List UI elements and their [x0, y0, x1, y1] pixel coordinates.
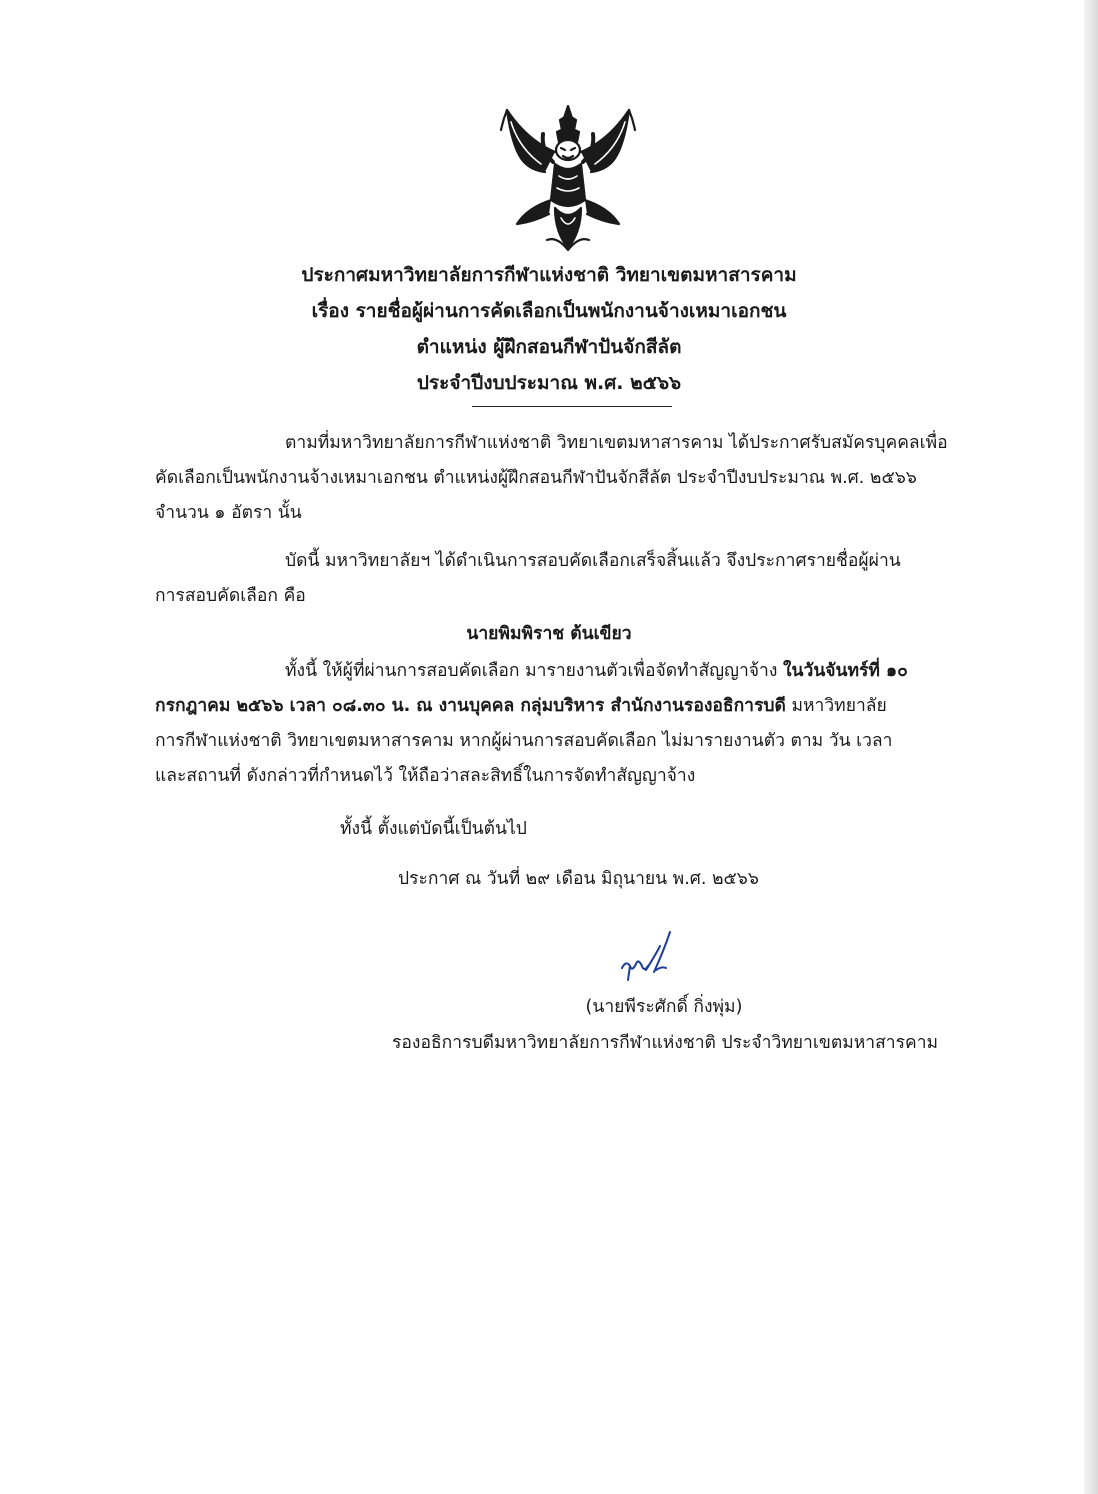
handwritten-signature-icon — [616, 920, 686, 990]
header-position: ตำแหน่ง ผู้ฝึกสอนกีฬาปันจักสีลัต — [416, 336, 682, 358]
announcement-header — [0, 257, 1098, 401]
signer-position: รองอธิการบดีมหาวิทยาลัยการกีฬาแห่งชาติ ประจำวิทยาเขตมหาสารคาม — [392, 1033, 939, 1053]
header-subject: เรื่อง รายชื่อผู้ผ่านการคัดเลือกเป็นพนักงานจ้างเหมาเอกชน — [311, 300, 787, 322]
header-title: ประกาศมหาวิทยาลัยการกีฬาแห่งชาติ วิทยาเขตมหาสารคาม — [301, 264, 797, 286]
signer-name: (นายพีระศักดิ์ กิ่งพุ่ม) — [585, 997, 743, 1017]
instructions-text: ทั้งนี้ ให้ผู้ที่ผ่านการสอบคัดเลือก มารายงานตัวเพื่อจัดทำสัญญาจ้าง — [285, 661, 783, 681]
selected-candidate-name: นายพิมพิราช ต้นเขียว — [466, 624, 632, 644]
paragraph-background — [155, 426, 988, 531]
paragraph-line: การสอบคัดเลือก คือ — [155, 586, 306, 606]
paragraph-instructions — [155, 654, 988, 794]
effective-statement: ทั้งนี้ ตั้งแต่บัดนี้เป็นต้นไป — [340, 819, 527, 839]
instructions-text: มหาวิทยาลัย — [785, 696, 887, 716]
paragraph-line: คัดเลือกเป็นพนักงานจ้างเหมาเอกชน ตำแหน่งผู้ฝึกสอนกีฬาปันจักสีลัต ประจำปีงบประมาณ พ.ศ. ๒๕๖๖ — [155, 468, 917, 488]
paragraph-result — [155, 544, 988, 614]
paragraph-line: ตามที่มหาวิทยาลัยการกีฬาแห่งชาติ วิทยาเขตมหาสารคาม ได้ประกาศรับสมัครบุคคลเพื่อ — [285, 433, 948, 453]
header-divider — [472, 406, 672, 407]
paragraph-line: การกีฬาแห่งชาติ วิทยาเขตมหาสารคาม หากผู้ผ่านการสอบคัดเลือก ไม่มารายงานตัว ตาม วัน เวลา — [155, 731, 893, 751]
report-time-place: กรกฎาคม ๒๕๖๖ เวลา ๐๘.๓๐ น. ณ งานบุคคล กลุ่มบริหาร สำนักงานรองอธิการบดี — [155, 696, 786, 716]
paragraph-line — [155, 654, 988, 689]
paragraph-line — [155, 689, 988, 724]
garuda-emblem-icon — [497, 100, 639, 256]
paragraph-line: จำนวน ๑ อัตรา นั้น — [155, 503, 302, 523]
header-fiscal-year: ประจำปีงบประมาณ พ.ศ. ๒๕๖๖ — [416, 372, 682, 394]
announcement-date: ประกาศ ณ วันที่ ๒๙ เดือน มิถุนายน พ.ศ. ๒๕๖๖ — [398, 869, 760, 889]
page-edge-shadow — [1084, 0, 1098, 1494]
paragraph-line: บัดนี้ มหาวิทยาลัยฯ ได้ดำเนินการสอบคัดเลือกเสร็จสิ้นแล้ว จึงประกาศรายชื่อผู้ผ่าน — [285, 551, 901, 571]
report-date: ในวันจันทร์ที่ ๑๐ — [782, 661, 908, 681]
paragraph-line: และสถานที่ ดังกล่าวที่กำหนดไว้ ให้ถือว่าสละสิทธิ์ในการจัดทำสัญญาจ้าง — [155, 766, 696, 786]
